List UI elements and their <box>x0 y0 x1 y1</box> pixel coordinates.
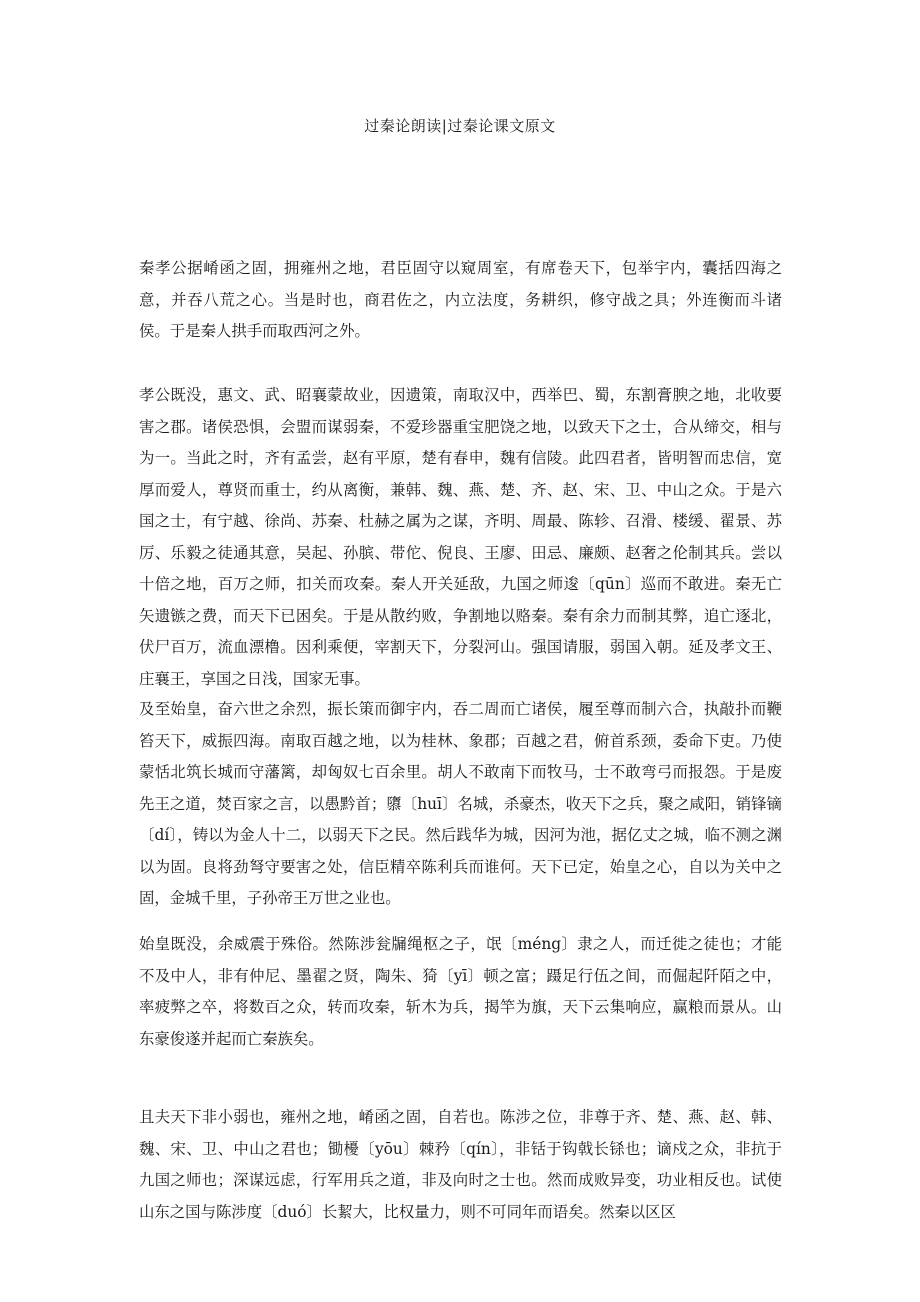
paragraph-4: 始皇既没，余威震于殊俗。然陈涉瓮牖绳枢之子，氓〔méng〕隶之人，而迁徙之徒也；才能不及中人，非有仲尼、墨翟之贤，陶朱、猗〔yī〕顿之富；蹑足行伍之间，而倔起阡陌之中，率疲弊之卒，将数百之众，转而攻秦，斩木为兵，揭竿为旗，天下云集响应，赢粮而景从。山东豪俊遂并起而亡秦族矣。 <box>139 935 782 1048</box>
document-title: 过秦论朗读|过秦论课文原文 <box>364 117 556 135</box>
paragraph-2: 孝公既没，惠文、武、昭襄蒙故业，因遗策，南取汉中，西举巴、蜀，东割膏腴之地，北收要害之郡。诸侯恐惧，会盟而谋弱秦，不爱珍器重宝肥饶之地，以致天下之士，合从缔交，相与为一。当此之时，齐有孟尝，赵有平原，楚有春申，魏有信陵。此四君者，皆明智而忠信，宽厚而爱人，尊贤而重士，约从离衡，兼韩、魏、燕、楚、齐、赵、宋、卫、中山之众。于是六国之士，有宁越、徐尚、苏秦、杜赫之属为之谋，齐明、周最、陈轸、召滑、楼缓、翟景、苏厉、乐毅之徒通其意，吴起、孙膑、带佗、倪良、王廖、田忌、廉颇、赵奢之伦制其兵。尝以十倍之地，百万之师，扣关而攻秦。秦人开关延敌，九国之师逡〔qūn〕巡而不敢进。秦无亡矢遗镞之费，而天下已困矣。于是从散约败，争割地以赂秦。秦有余力而制其弊，追亡逐北，伏尸百万，流血漂橹。因利乘便，宰割天下，分裂河山。强国请服，弱国入朝。延及孝文王、庄襄王，享国之日浅，国家无事。 <box>139 386 782 688</box>
paragraph-5: 且夫天下非小弱也，雍州之地，崤函之固，自若也。陈涉之位，非尊于齐、楚、燕、赵、韩、魏、宋、卫、中山之君也；锄櫌〔yōu〕棘矜〔qín〕，非铦于钩戟长铩也；谪戍之众，非抗于九国之师也；深谋远虑，行军用兵之道，非及向时之士也。然而成败异变，功业相反也。试使山东之国与陈涉度〔duó〕长絜大，比权量力，则不可同年而语矣。然秦以区区 <box>139 1108 782 1221</box>
paragraph-1: 秦孝公据崤函之固，拥雍州之地，君臣固守以窥周室，有席卷天下，包举宇内，囊括四海之意，并吞八荒之心。当是时也，商君佐之，内立法度，务耕织，修守战之具；外连衡而斗诸侯。于是秦人拱手而取西河之外。 <box>139 259 782 340</box>
paragraph-3: 及至始皇，奋六世之余烈，振长策而御宇内，吞二周而亡诸侯，履至尊而制六合，执敲扑而鞭笞天下，威振四海。南取百越之地，以为桂林、象郡；百越之君，俯首系颈，委命下吏。乃使蒙恬北筑长城而守藩篱，却匈奴七百余里。胡人不敢南下而牧马，士不敢弯弓而报怨。于是废先王之道，焚百家之言，以愚黔首；隳〔huī〕名城，杀豪杰，收天下之兵，聚之咸阳，销锋镝〔dí〕，铸以为金人十二，以弱天下之民。然后践华为城，因河为池，据亿丈之城，临不测之渊以为固。良将劲弩守要害之处，信臣精卒陈利兵而谁何。天下已定，始皇之心，自以为关中之固，金城千里，子孙帝王万世之业也。 <box>139 700 782 907</box>
